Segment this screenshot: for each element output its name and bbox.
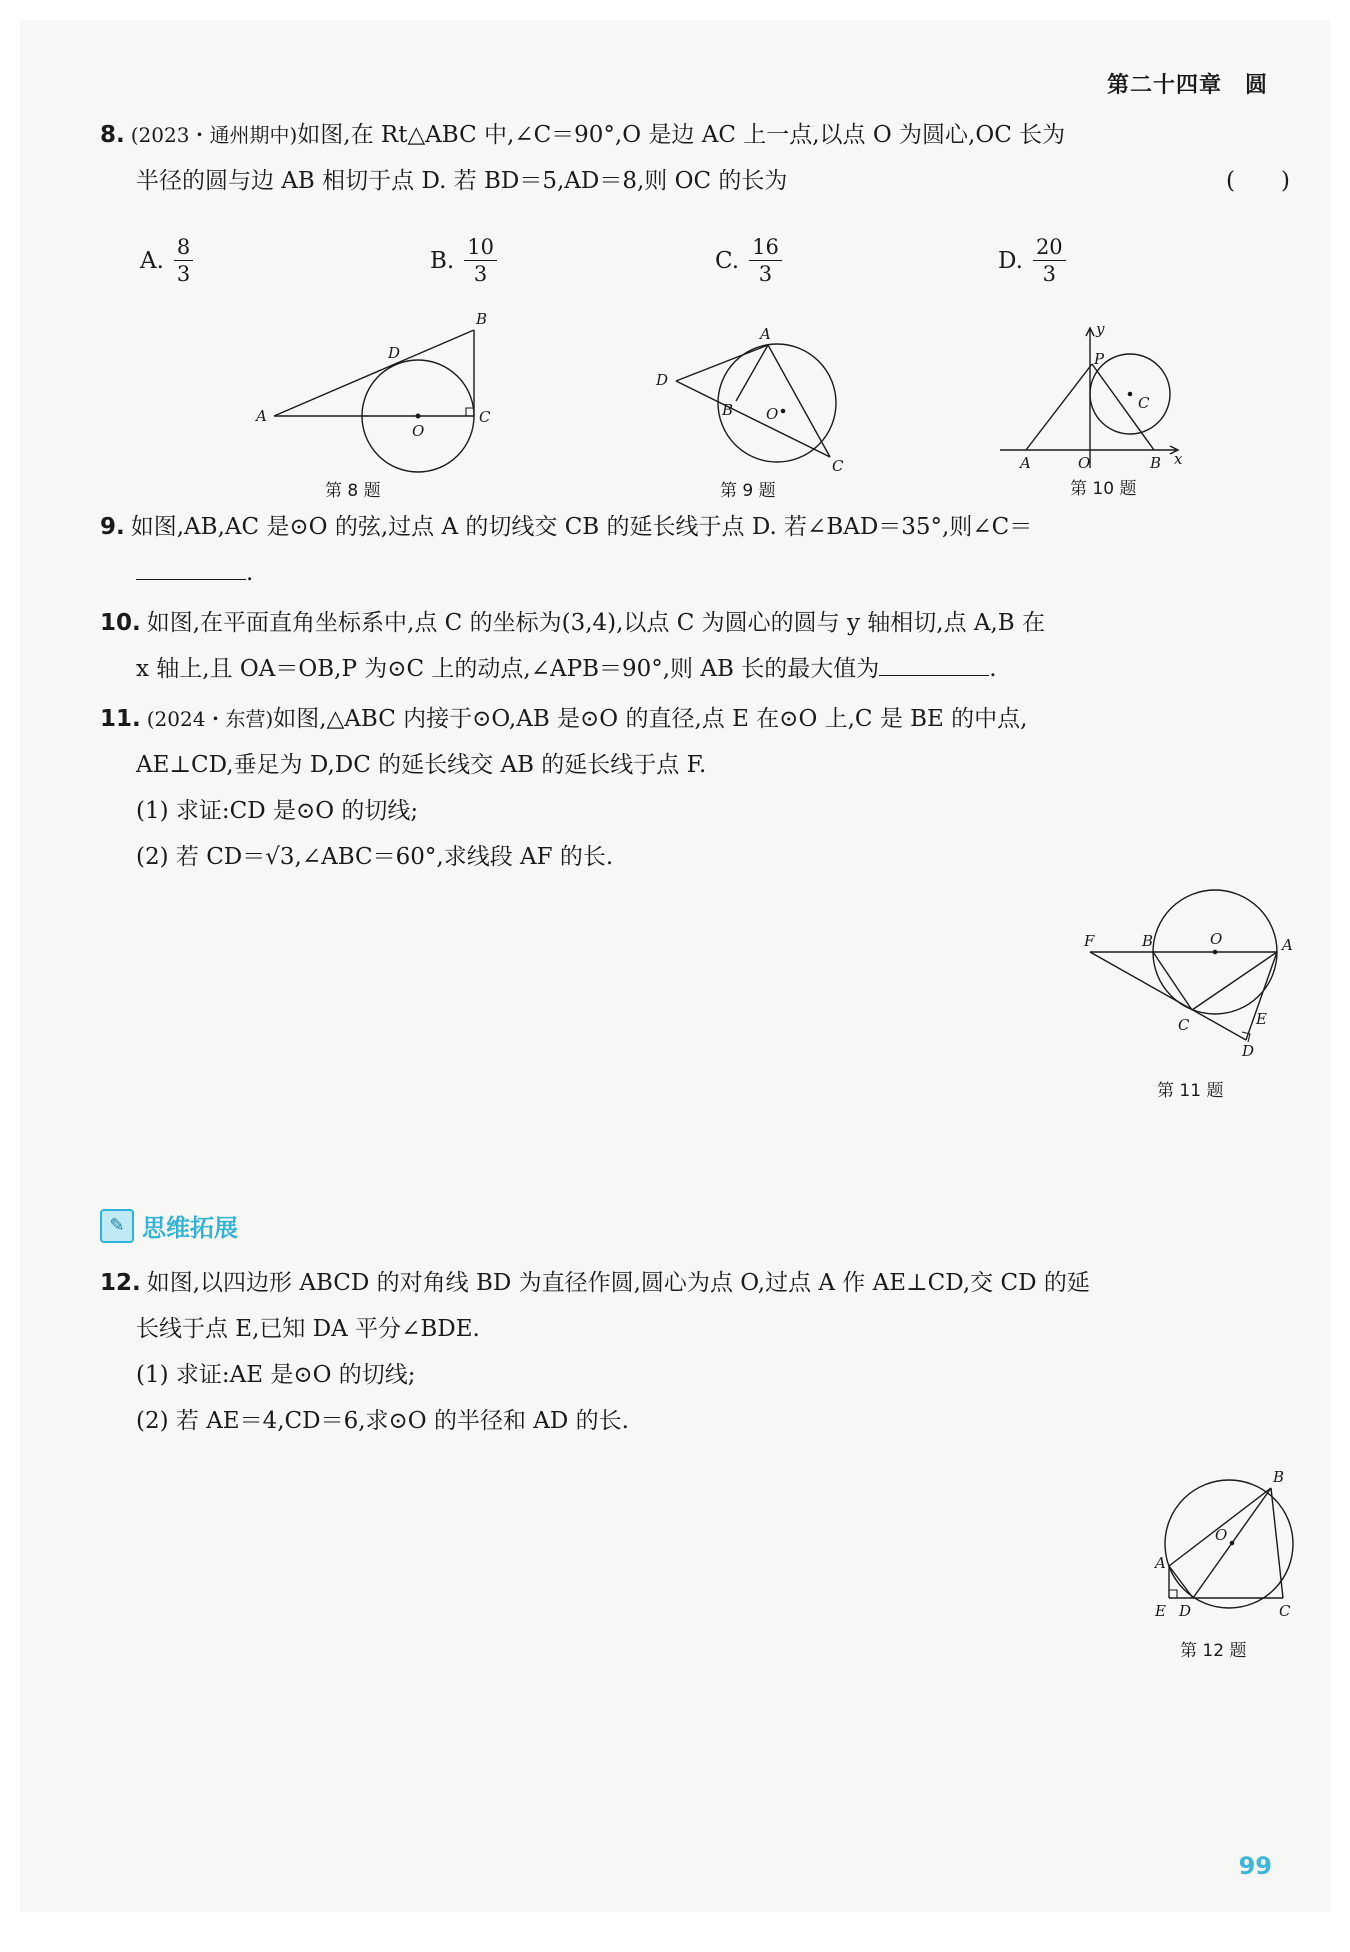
option-fraction [749, 234, 782, 287]
option-d[interactable] [998, 234, 1066, 287]
question-8-line-1 [100, 112, 1290, 158]
workbook-page [20, 20, 1330, 1912]
question-10-line-2 [100, 646, 1290, 692]
center-c-dot [1128, 392, 1133, 397]
numerator: 16 [749, 234, 782, 261]
question-11 [100, 696, 1290, 880]
question-number: 8. [100, 122, 125, 148]
figure-11 [1070, 890, 1310, 1060]
question-text: 如图,以四边形 ABCD 的对角线 BD 为直径作圆,圆心为点 O,过点 A 作 AE⊥CD,交 CD 的延 [146, 1270, 1090, 1296]
label-e: E [1155, 1602, 1166, 1620]
question-number: 10. [100, 610, 141, 636]
page-number: 99 [1238, 1852, 1272, 1880]
question-source: (2023・通州期中) [130, 123, 298, 147]
line-fd [1090, 952, 1246, 1040]
question-11-part-1 [100, 788, 1290, 834]
sub-question: (1) 求证:AE 是⊙O 的切线; [136, 1362, 416, 1388]
label-x: x [1174, 450, 1183, 468]
segment-ap [1026, 364, 1092, 450]
center-o-dot [781, 409, 786, 414]
label-b: B [1150, 454, 1162, 472]
option-b[interactable] [430, 234, 497, 287]
question-12-part-1 [100, 1352, 1290, 1398]
option-letter: B. [430, 247, 455, 274]
question-9 [100, 504, 1290, 596]
denominator: 3 [1042, 262, 1056, 286]
sentence-end: . [989, 656, 997, 682]
numerator: 20 [1033, 234, 1066, 261]
question-11-line-1 [100, 696, 1290, 742]
label-a: A [1155, 1554, 1166, 1572]
segment-bc [1153, 952, 1192, 1010]
figure-11-caption: 第 11 题 [1157, 1081, 1224, 1101]
label-a: A [256, 407, 267, 425]
tangent-da [676, 345, 768, 381]
label-o: O [766, 405, 779, 423]
sentence-end: . [246, 560, 254, 586]
figure-9 [640, 325, 860, 475]
question-text: x 轴上,且 OA＝OB,P 为⊙C 上的动点,∠APB＝90°,则 AB 长的最大值为 [136, 656, 880, 682]
question-8 [100, 112, 1290, 204]
label-c: C [1138, 394, 1150, 412]
segment-ad [1169, 1566, 1193, 1598]
label-b: B [722, 401, 734, 419]
question-text: 如图,在平面直角坐标系中,点 C 的坐标为(3,4),以点 C 为圆心的圆与 y 轴相切,点 A,B 在 [146, 610, 1046, 636]
option-fraction [1033, 234, 1066, 287]
question-text: 如图,△ABC 内接于⊙O,AB 是⊙O 的直径,点 E 在⊙O 上,C 是 BE 的中点, [273, 706, 1028, 732]
figure-10 [1000, 320, 1200, 475]
segment-dc [676, 381, 830, 457]
segment-ab [274, 330, 474, 416]
chord-ab [736, 345, 768, 401]
figure-9-caption: 第 9 题 [720, 481, 776, 501]
question-10-line-1 [100, 600, 1290, 646]
label-b: B [1142, 932, 1154, 950]
question-8-options [140, 234, 1100, 304]
numerator: 8 [174, 234, 193, 261]
question-number: 12. [100, 1270, 141, 1296]
question-12-line-2 [100, 1306, 1290, 1352]
answer-blank[interactable] [136, 557, 246, 580]
sub-question: (2) 若 AE＝4,CD＝6,求⊙O 的半径和 AD 的长. [136, 1408, 629, 1434]
label-p: P [1094, 350, 1105, 368]
chord-ac [768, 345, 830, 457]
option-a[interactable] [140, 234, 193, 287]
option-letter: A. [140, 247, 164, 274]
question-12-line-1 [100, 1260, 1290, 1306]
label-o: O [1215, 1526, 1228, 1544]
question-text: AE⊥CD,垂足为 D,DC 的延长线交 AB 的延长线于点 F. [136, 752, 707, 778]
right-angle-mark [1169, 1590, 1177, 1598]
label-o: O [1210, 930, 1223, 948]
figure-8-caption: 第 8 题 [325, 481, 381, 501]
question-number: 11. [100, 706, 141, 732]
label-c: C [1178, 1016, 1190, 1034]
figure-12 [1135, 1460, 1305, 1630]
figure-10-caption: 第 10 题 [1070, 479, 1137, 499]
option-c[interactable] [715, 234, 782, 287]
segment-ca [1192, 952, 1277, 1010]
section-header [100, 1208, 238, 1243]
sub-question: (1) 求证:CD 是⊙O 的切线; [136, 798, 419, 824]
label-o: O [412, 422, 425, 440]
answer-blank[interactable] [879, 653, 989, 676]
question-11-line-2 [100, 742, 1290, 788]
label-d: D [1242, 1042, 1255, 1060]
label-c: C [832, 457, 844, 475]
answer-parentheses: ( ) [1226, 168, 1290, 194]
label-y: y [1096, 320, 1105, 338]
pencil-icon: ✎ [100, 1209, 134, 1243]
right-angle-mark [466, 408, 474, 416]
label-d: D [1179, 1602, 1192, 1620]
sub-question: (2) 若 CD＝√3,∠ABC＝60°,求线段 AF 的长. [136, 844, 614, 870]
denominator: 3 [176, 262, 191, 286]
label-a: A [1282, 936, 1293, 954]
label-a: A [1020, 454, 1031, 472]
denominator: 3 [473, 262, 488, 286]
label-d: D [656, 371, 669, 389]
label-c: C [479, 408, 491, 426]
denominator: 3 [758, 262, 773, 286]
question-8-line-2 [100, 158, 1290, 204]
question-text: 半径的圆与边 AB 相切于点 D. 若 BD＝5,AD＝8,则 OC 的长为 [136, 168, 788, 194]
question-text: 长线于点 E,已知 DA 平分∠BDE. [136, 1316, 480, 1342]
label-f: F [1084, 932, 1095, 950]
chapter-header: 第二十四章 圆 [1106, 73, 1268, 98]
question-11-part-2 [100, 834, 1290, 880]
question-10 [100, 600, 1290, 692]
center-o-dot [416, 414, 421, 419]
label-a: A [760, 325, 771, 343]
center-o-dot [1213, 950, 1218, 955]
section-title: 思维拓展 [142, 1214, 238, 1242]
label-e: E [1256, 1010, 1267, 1028]
label-b: B [1273, 1468, 1285, 1486]
figure-12-caption: 第 12 题 [1180, 1641, 1247, 1661]
question-12-part-2 [100, 1398, 1290, 1444]
label-o: O [1078, 454, 1091, 472]
question-9-line-1 [100, 504, 1290, 550]
question-text: 如图,在 Rt△ABC 中,∠C＝90°,O 是边 AC 上一点,以点 O 为圆心,OC 长为 [297, 122, 1066, 148]
numerator: 10 [464, 234, 497, 261]
center-o-dot [1230, 1541, 1235, 1546]
label-c: C [1279, 1602, 1291, 1620]
label-b: B [476, 310, 488, 328]
label-d: D [388, 344, 401, 362]
segment-bc [1271, 1488, 1283, 1598]
figure-8 [248, 310, 508, 460]
right-angle-mark [1242, 1032, 1250, 1042]
option-fraction [174, 234, 193, 287]
circle-o [1165, 1480, 1293, 1608]
question-text: 如图,AB,AC 是⊙O 的弦,过点 A 的切线交 CB 的延长线于点 D. 若∠BAD＝35°,则∠C＝ [130, 514, 1033, 540]
question-source: (2024・东营) [146, 707, 274, 731]
question-number: 9. [100, 514, 125, 540]
question-12 [100, 1260, 1290, 1444]
option-letter: C. [715, 247, 740, 274]
question-9-line-2 [100, 550, 1290, 596]
option-fraction [464, 234, 497, 287]
option-letter: D. [998, 247, 1023, 274]
